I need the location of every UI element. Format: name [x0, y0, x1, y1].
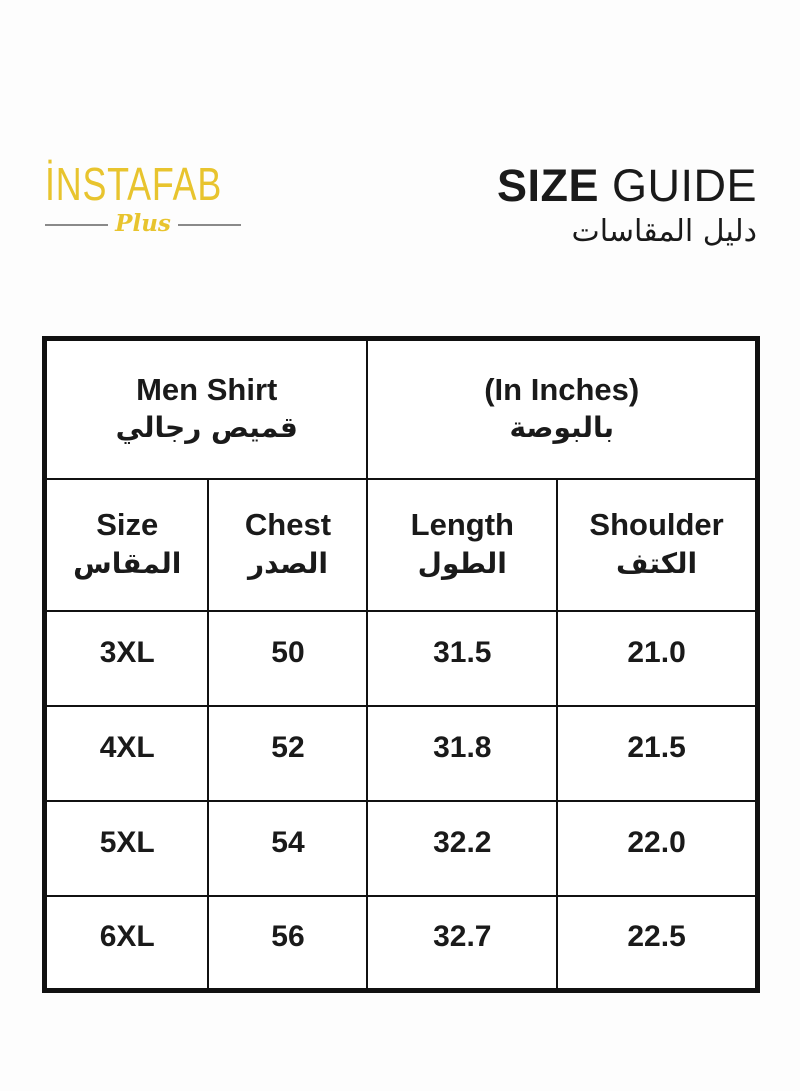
column-header-shoulder [557, 479, 757, 611]
table-row-5xl [45, 801, 758, 896]
brand-name: İNSTAFAB [45, 158, 223, 210]
cell-shoulder: 21.5 [557, 706, 757, 801]
cell-size: 4XL [45, 706, 209, 801]
column-header-size [45, 479, 209, 611]
page-title-arabic: دليل المقاسات [571, 214, 757, 250]
cell-chest: 52 [208, 706, 367, 801]
brand-rule-left [45, 224, 108, 226]
page-title [497, 162, 757, 209]
column-header-size-ar: المقاس [73, 546, 182, 580]
group-header-product-ar: قميص رجالي [115, 411, 298, 445]
column-header-row [45, 479, 758, 611]
group-header-product-en: Men Shirt [136, 371, 278, 407]
brand-tagline-row [45, 212, 241, 237]
brand-rule-right [178, 224, 241, 226]
cell-size: 3XL [45, 611, 209, 706]
brand-logo [45, 160, 245, 237]
cell-length: 31.5 [367, 611, 557, 706]
table-row-6xl [45, 896, 758, 991]
column-header-shoulder-ar: الكتف [615, 546, 698, 580]
cell-size: 6XL [45, 896, 209, 991]
column-header-length-en: Length [410, 506, 514, 542]
cell-chest: 50 [208, 611, 367, 706]
cell-size: 5XL [45, 801, 209, 896]
group-header-product [45, 339, 368, 479]
cell-length: 31.8 [367, 706, 557, 801]
cell-chest: 56 [208, 896, 367, 991]
cell-shoulder: 22.5 [557, 896, 757, 991]
page-title-light: GUIDE [611, 160, 757, 211]
cell-length: 32.7 [367, 896, 557, 991]
column-header-chest [208, 479, 367, 611]
cell-chest: 54 [208, 801, 367, 896]
brand-tagline: Plus [115, 210, 171, 238]
group-header-units-en: (In Inches) [484, 371, 640, 407]
cell-shoulder: 22.0 [557, 801, 757, 896]
page-title-bold: SIZE [496, 160, 599, 211]
column-header-length [367, 479, 557, 611]
column-header-chest-ar: الصدر [247, 546, 328, 580]
column-header-shoulder-en: Shoulder [589, 506, 724, 542]
cell-shoulder: 21.0 [557, 611, 757, 706]
size-table [42, 336, 760, 993]
column-header-size-en: Size [96, 506, 159, 542]
cell-length: 32.2 [367, 801, 557, 896]
table-row-4xl [45, 706, 758, 801]
group-header-units [367, 339, 757, 479]
column-header-length-ar: الطول [417, 546, 507, 580]
group-header-units-ar: بالبوصة [509, 411, 615, 445]
column-header-chest-en: Chest [244, 506, 332, 542]
page-title-space [599, 160, 612, 211]
table-row-3xl [45, 611, 758, 706]
page-title-block [497, 162, 757, 250]
group-header-row [45, 339, 758, 479]
